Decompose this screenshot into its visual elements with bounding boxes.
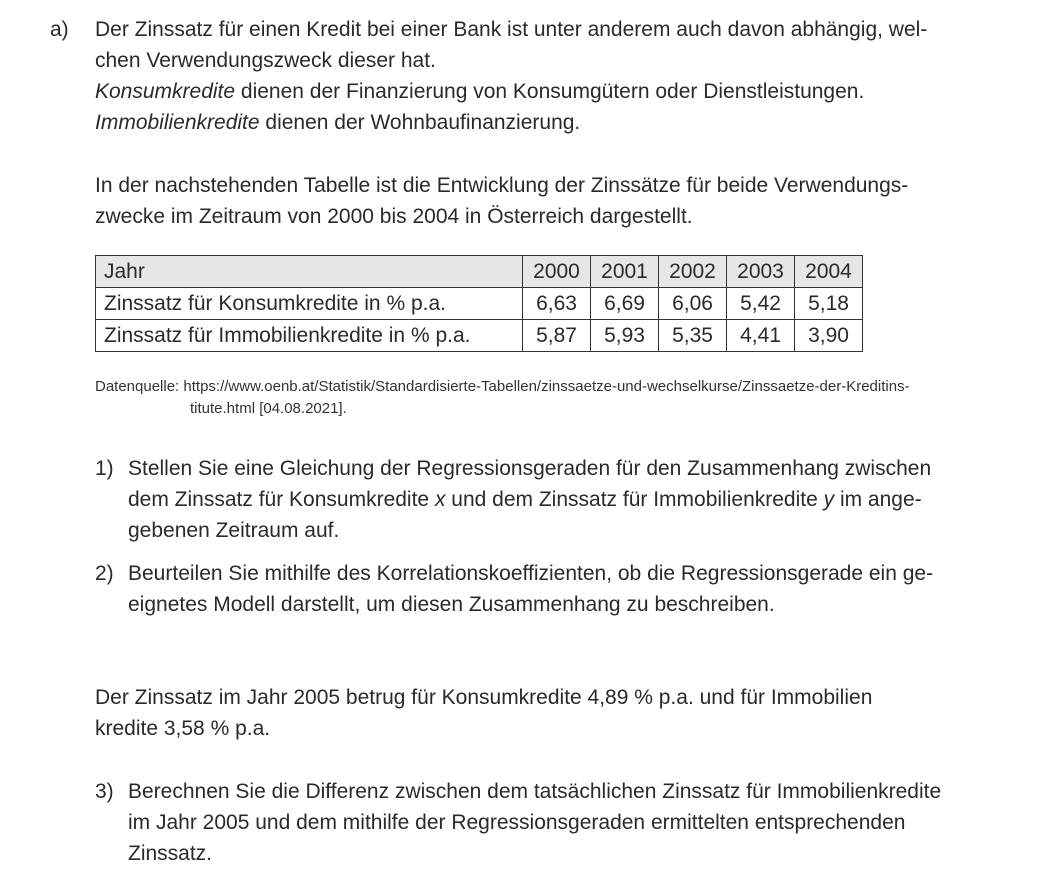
source-label: Datenquelle:: [95, 378, 180, 395]
term-konsumkredite: Konsumkredite: [95, 80, 236, 103]
item-2-number: 2): [95, 562, 114, 585]
item-1-line-2b: und dem Zinssatz für Immobilienkredite: [445, 488, 824, 511]
table-header-cell: 2002: [659, 256, 727, 288]
table-cell: Zinssatz für Konsumkredite in % p.a.: [96, 288, 523, 320]
table-cell: 6,69: [591, 288, 659, 320]
source-line-1: [95, 376, 910, 398]
table-cell: 6,63: [523, 288, 591, 320]
table-cell: 5,93: [591, 320, 659, 352]
task-label: a): [50, 18, 69, 41]
table-cell: 5,42: [727, 288, 795, 320]
table-intro-line-2: zwecke im Zeitraum von 2000 bis 2004 in Österreich dargestellt.: [95, 205, 693, 228]
item-3-line-1: Berechnen Sie die Differenz zwischen dem tatsächlichen Zinssatz für Immobilienkredite: [128, 780, 942, 803]
table-header-cell: 2001: [591, 256, 659, 288]
table-header-cell: Jahr: [96, 256, 523, 288]
table-cell: Zinssatz für Immobilienkredite in % p.a.: [96, 320, 523, 352]
year2005-line-2: kredite 3,58 % p.a.: [95, 717, 271, 740]
intro-line-4: [95, 107, 580, 138]
item-3-number: 3): [95, 780, 114, 803]
table-row: [96, 288, 863, 320]
table-cell: 5,87: [523, 320, 591, 352]
table-header-cell: 2003: [727, 256, 795, 288]
variable-x: x: [434, 488, 446, 511]
variable-y: y: [823, 488, 835, 511]
item-1-line-2: [128, 484, 922, 515]
table-row: [96, 320, 863, 352]
item-2-line-2: eignetes Modell darstellt, um diesen Zusammenhang zu beschreiben.: [128, 593, 775, 616]
table-header-row: [96, 256, 863, 288]
item-3-line-2: im Jahr 2005 und dem mithilfe der Regressionsgeraden ermittelten entsprechenden: [128, 811, 906, 834]
intro-line-3-rest: dienen der Finanzierung von Konsumgütern oder Dienstleistungen.: [235, 80, 865, 103]
item-3-line-3: Zinssatz.: [128, 842, 213, 865]
year2005-line-1: Der Zinssatz im Jahr 2005 betrug für Konsumkredite 4,89 % p.a. und für Immobilien: [95, 686, 873, 709]
item-1-line-3: gebenen Zeitraum auf.: [128, 519, 340, 542]
table-cell: 5,18: [795, 288, 863, 320]
term-immobilienkredite: Immobilienkredite: [95, 111, 260, 134]
table-header-cell: 2004: [795, 256, 863, 288]
source-line-2: titute.html [04.08.2021].: [190, 400, 347, 417]
intro-line-4-rest: dienen der Wohnbaufinanzierung.: [259, 111, 581, 134]
item-2-line-1: Beurteilen Sie mithilfe des Korrelationskoeffizienten, ob die Regressionsgerade ein ge-: [128, 562, 934, 585]
item-1-line-2c: im ange-: [834, 488, 922, 511]
intro-line-1: Der Zinssatz für einen Kredit bei einer Bank ist unter anderem auch davon abhängig, wel-: [95, 18, 928, 41]
table-cell: 3,90: [795, 320, 863, 352]
table-intro-line-1: In der nachstehenden Tabelle ist die Entwicklung der Zinssätze für beide Verwendungs-: [95, 174, 909, 197]
item-1-line-2a: dem Zinssatz für Konsumkredite: [128, 488, 435, 511]
table-cell: 5,35: [659, 320, 727, 352]
item-1-line-1: Stellen Sie eine Gleichung der Regressionsgeraden für den Zusammenhang zwischen: [128, 457, 932, 480]
table-header-cell: 2000: [523, 256, 591, 288]
intro-line-2: chen Verwendungszweck dieser hat.: [95, 49, 436, 72]
table-cell: 6,06: [659, 288, 727, 320]
interest-rate-table: [95, 255, 863, 352]
intro-line-3: [95, 76, 864, 107]
table-cell: 4,41: [727, 320, 795, 352]
source-url: https://www.oenb.at/Statistik/Standardisierte-Tabellen/zinssaetze-und-wechselkurse/Zinssaetze-der-Kreditins-: [183, 378, 910, 395]
item-1-number: 1): [95, 457, 114, 480]
